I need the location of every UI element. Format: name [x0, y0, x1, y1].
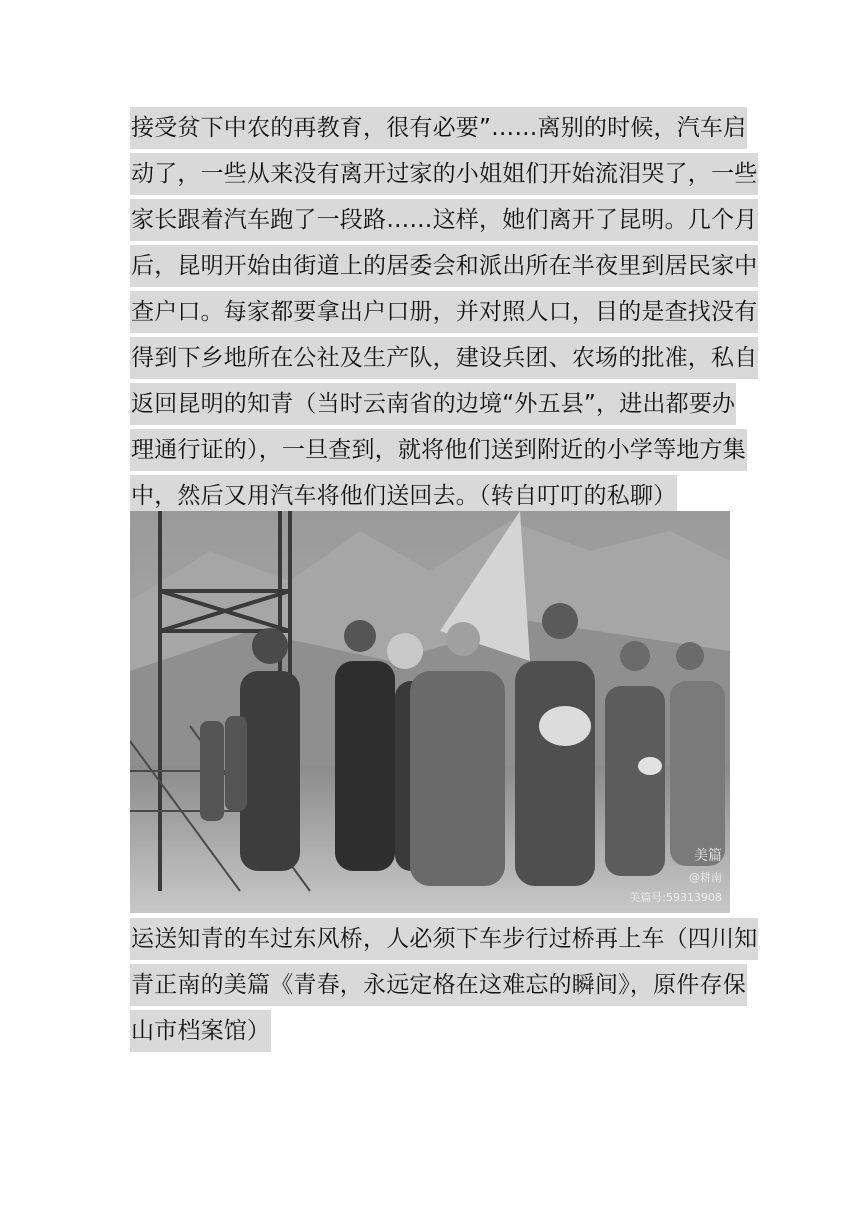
watermark-handle: @耕南 [689, 871, 722, 884]
article-paragraph [130, 107, 758, 521]
paragraph-line [130, 199, 758, 245]
paragraph-line-text: 动了，一些从来没有离开过家的小姐姐们开始流泪哭了，一些 [130, 153, 758, 195]
paragraph-line [130, 245, 758, 291]
paragraph-line [130, 153, 758, 199]
paragraph-line [130, 337, 758, 383]
paragraph-line [130, 429, 746, 475]
caption-line [130, 1010, 730, 1056]
caption-line-text: 青正南的美篇《青春，永远定格在这难忘的瞬间》，原件存保 [130, 964, 747, 1006]
paragraph-line [130, 383, 736, 429]
caption-line [130, 918, 758, 964]
paragraph-line-text: 理通行证的），一旦查到，就将他们送到附近的小学等地方集 [130, 429, 747, 471]
caption-line-text: 运送知青的车过东风桥，人必须下车步行过桥再上车（四川知 [130, 918, 758, 960]
paragraph-line-text: 后，昆明开始由街道上的居委会和派出所在半夜里到居民家中 [130, 245, 758, 287]
paragraph-line [130, 291, 758, 337]
meipian-watermark-logo: 美篇 [694, 848, 722, 864]
paragraph-line [130, 107, 747, 153]
bridge-crowd-photo [130, 511, 730, 913]
paragraph-line-text: 返回昆明的知青（当时云南省的边境“外五县”，进出都要办 [130, 383, 736, 425]
paragraph-line-text: 中，然后又用汽车将他们送回去。（转自叮叮的私聊） [130, 475, 677, 517]
caption-line-text: 山市档案馆） [130, 1010, 271, 1052]
watermark-id: 美篇号:59313908 [629, 891, 722, 904]
paragraph-line-text: 家长跟着汽车跑了一段路……这样，她们离开了昆明。几个月 [130, 199, 758, 241]
paragraph-line-text: 得到下乡地所在公社及生产队，建设兵团、农场的批准，私自 [130, 337, 758, 379]
caption-line [130, 964, 746, 1010]
historical-photo [130, 511, 730, 913]
paragraph-line-text: 查户口。每家都要拿出户口册，并对照人口，目的是查找没有 [130, 291, 758, 333]
paragraph-line-text: 接受贫下中农的再教育，很有必要”……离别的时候，汽车启 [130, 107, 747, 149]
photo-caption [130, 918, 758, 1056]
